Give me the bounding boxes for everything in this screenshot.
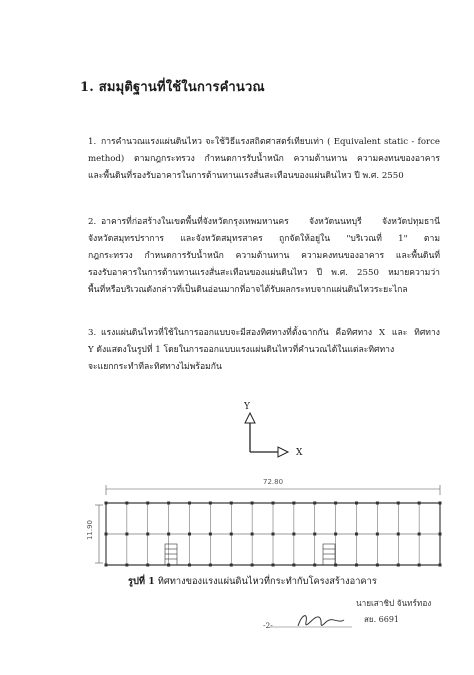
item-line: Y ดังแสดงในรูปที่ 1 โดยในการออกแบบแรงแผ่นดินไหวที่คำนวณได้ในแต่ละทิศทาง xyxy=(88,345,395,355)
column-marker xyxy=(251,533,254,536)
column-marker xyxy=(292,502,295,505)
column-marker xyxy=(439,564,442,567)
column-marker xyxy=(418,564,421,567)
column-marker xyxy=(146,533,149,536)
column-marker xyxy=(105,564,108,567)
column-marker xyxy=(355,564,358,567)
column-marker xyxy=(188,502,191,505)
column-marker xyxy=(251,502,254,505)
dimension-length: 72.80 xyxy=(263,478,284,486)
column-marker xyxy=(251,564,254,567)
axis-label-x: X xyxy=(296,448,303,458)
column-marker xyxy=(230,564,233,567)
item-line: รองรับอาคารในการต้านทานแรงสั่นสะเทือนของแผ่นดินไหว ปี พ.ศ. 2550 หมายความว่า xyxy=(88,268,440,278)
item-line: การคำนวณแรงแผ่นดินไหว จะใช้วิธีแรงสถิตศาสตร์เทียบเท่า ( Equivalent static - force xyxy=(101,137,440,147)
figure-caption xyxy=(128,574,377,589)
column-marker xyxy=(272,564,275,567)
column-marker xyxy=(105,533,108,536)
column-marker xyxy=(397,502,400,505)
caption-label: รูปที่ 1 xyxy=(128,576,155,587)
item-line: อาคารที่ก่อสร้างในเขตพื้นที่จังหวัดกรุงเทพมหานคร จังหวัดนนทบุรี จังหวัดปทุมธานี xyxy=(101,217,440,227)
item-line: กฎกระทรวง กำหนดการรับน้ำหนัก ความต้านทาน ความคงทนของอาคาร และพื้นดินที่ xyxy=(88,251,440,261)
column-marker xyxy=(167,502,170,505)
column-marker xyxy=(125,533,128,536)
stair-core-right xyxy=(323,544,335,565)
column-marker xyxy=(376,533,379,536)
column-marker xyxy=(188,564,191,567)
column-marker xyxy=(209,502,212,505)
page-number: -2- xyxy=(263,621,273,630)
column-marker xyxy=(146,502,149,505)
engineer-name: นายเสาชิป จันทร์ทอง xyxy=(356,598,432,608)
dimension-width: 11.90 xyxy=(86,519,95,541)
handwritten-signature xyxy=(298,616,344,626)
column-marker xyxy=(146,564,149,567)
item-line: จังหวัดสมุทรปราการ และจังหวัดสมุทรสาคร ถูกจัดให้อยู่ใน "บริเวณที่ 1" ตาม xyxy=(88,234,440,244)
axis-label-y: Y xyxy=(244,402,250,412)
dimension-lines xyxy=(95,485,440,563)
column-marker xyxy=(397,564,400,567)
column-marker xyxy=(397,533,400,536)
engineer-license: สย. 6691 xyxy=(364,615,400,624)
item-line: และพื้นดินที่รองรับอาคารในการต้านทานแรงสั่นสะเทือนของแผ่นดินไหว ปี พ.ศ. 2550 xyxy=(88,171,404,181)
y-arrowhead xyxy=(245,413,255,423)
column-marker xyxy=(125,564,128,567)
item-number: 3. xyxy=(88,328,97,338)
axis-arrows xyxy=(250,419,280,452)
column-marker xyxy=(334,502,337,505)
column-marker xyxy=(272,533,275,536)
column-marker xyxy=(334,533,337,536)
column-marker xyxy=(188,533,191,536)
column-marker xyxy=(209,564,212,567)
column-marker xyxy=(230,502,233,505)
item-line: method) ตามกฎกระทรวง กำหนดการรับน้ำหนัก ความต้านทาน ความคงทนของอาคาร xyxy=(88,154,440,164)
column-marker xyxy=(418,502,421,505)
column-marker xyxy=(105,502,108,505)
column-marker xyxy=(376,502,379,505)
column-marker xyxy=(376,564,379,567)
column-marker xyxy=(272,502,275,505)
column-marker xyxy=(292,564,295,567)
item-number: 1. xyxy=(88,137,97,147)
column-marker xyxy=(167,533,170,536)
item-line: จะแยกกระทำทีละทิศทางไม่พร้อมกัน xyxy=(88,362,222,372)
column-marker xyxy=(209,533,212,536)
column-marker xyxy=(230,533,233,536)
x-arrowhead xyxy=(278,447,288,457)
item-line: พื้นที่หรือบริเวณดังกล่าวที่เป็นดินอ่อนมากที่อาจได้รับผลกระทบจากแผ่นดินไหวระยะไกล xyxy=(88,285,408,295)
column-marker xyxy=(125,502,128,505)
column-marker xyxy=(355,502,358,505)
column-marker xyxy=(313,564,316,567)
column-marker xyxy=(439,533,442,536)
item-line: แรงแผ่นดินไหวที่ใช้ในการออกแบบจะมีสองทิศทางที่ตั้งฉากกัน คือทิศทาง X และ ทิศทาง xyxy=(101,328,440,338)
column-marker xyxy=(439,502,442,505)
item-number: 2. xyxy=(88,217,97,227)
section-heading: 1. สมมุติฐานที่ใช้ในการคำนวณ xyxy=(80,80,265,95)
column-marker xyxy=(292,533,295,536)
column-marker xyxy=(313,502,316,505)
column-marker xyxy=(418,533,421,536)
column-marker xyxy=(355,533,358,536)
column-marker xyxy=(313,533,316,536)
stair-core-left xyxy=(165,544,177,565)
caption-text: ทิศทางของแรงแผ่นดินไหวที่กระทำกับโครงสร้างอาคาร xyxy=(157,576,377,587)
